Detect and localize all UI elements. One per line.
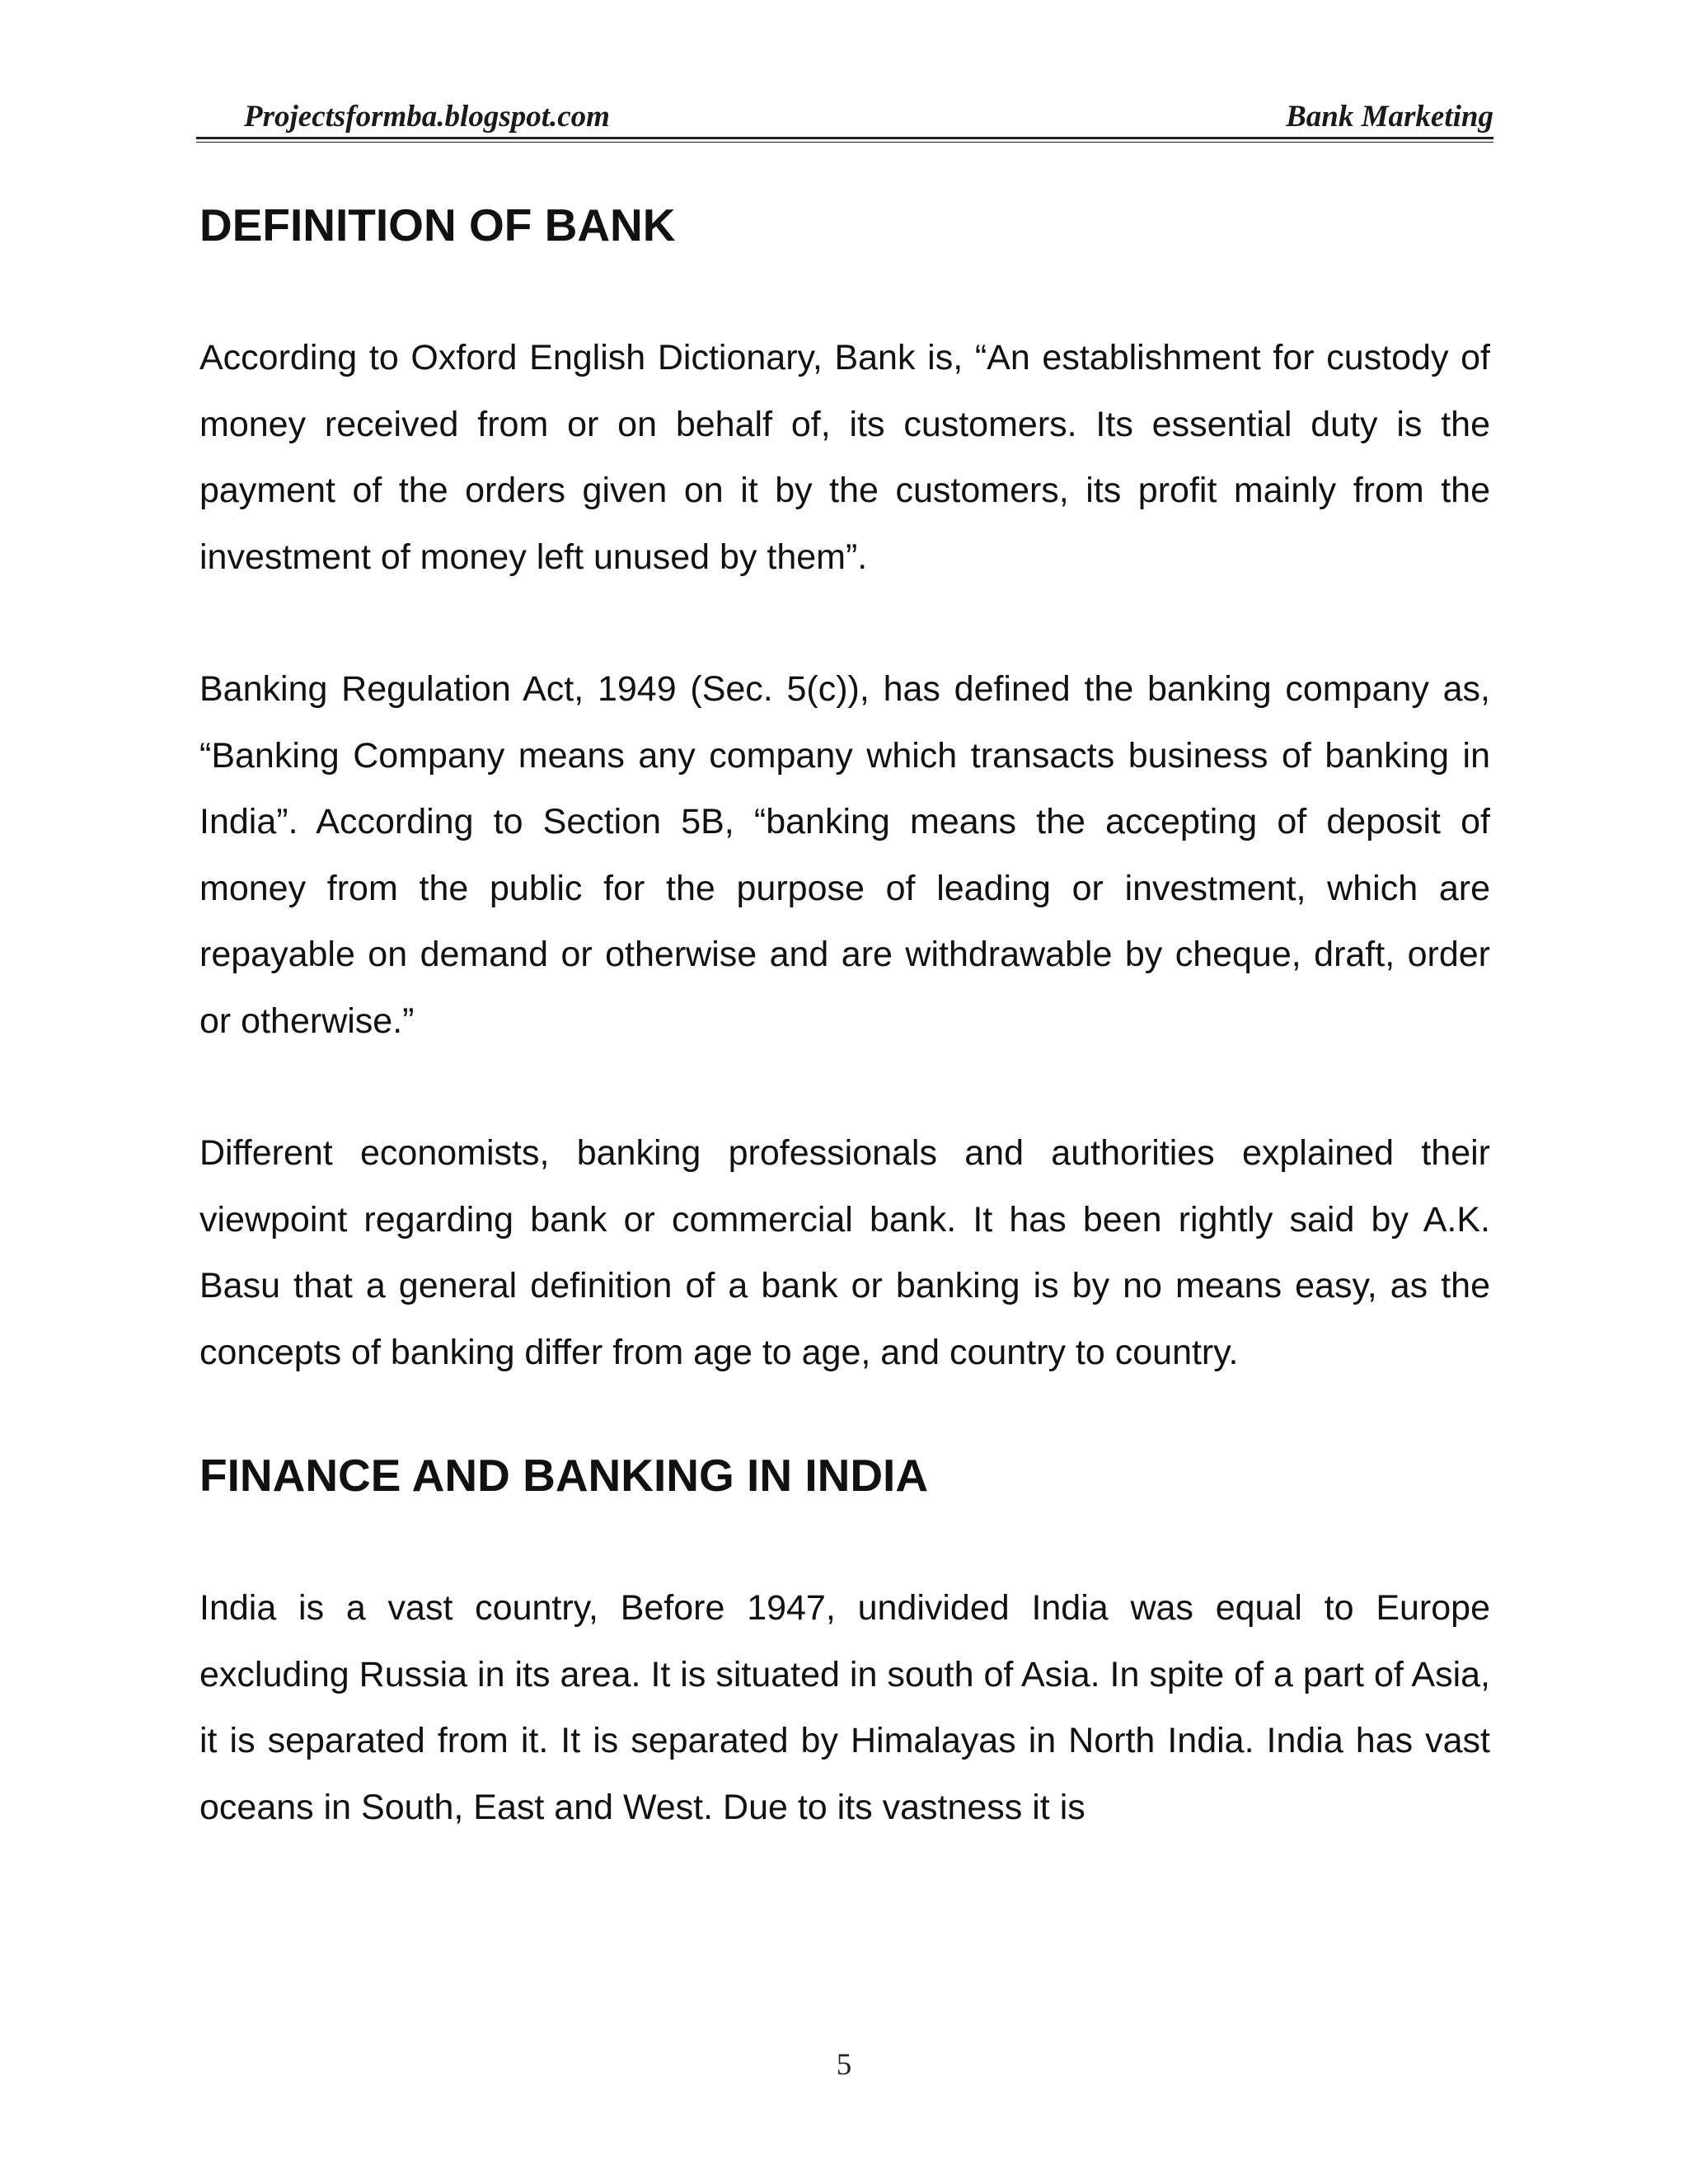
paragraph-economists-viewpoint: Different economists, banking professionals and authorities explained their viewpoint regarding bank or commercial bank. It has been rightly said by A.K. Basu that a general definition of a bank or banking is by no means easy, as the concepts of banking differ from age to age, and country to country.	[199, 1133, 1490, 1372]
section-heading-definition-of-bank: DEFINITION OF BANK	[199, 199, 676, 251]
header-document-title: Bank Marketing	[1286, 100, 1493, 134]
header-site-name: Projectsformba.blogspot.com	[244, 100, 610, 134]
paragraph-oxford-definition: According to Oxford English Dictionary, Bank is, “An establishment for custody of money received from or on behalf of, its customers. Its essential duty is the payment of the orders given on it by the customers, its profit mainly from the investment of money left unused by them”.	[199, 338, 1490, 577]
header-rule-thin	[196, 142, 1493, 143]
page-number: 5	[836, 2048, 852, 2082]
paragraph-banking-regulation-act: Banking Regulation Act, 1949 (Sec. 5(c)), has defined the banking company as, “Banking Company means any company which transacts business of banking in India”. According to Section 5B, “banking means the accepting of deposit of money from the public for the purpose of leading or investment, which are repayable on demand or otherwise and are withdrawable by cheque, draft, order or otherwise.”	[199, 669, 1490, 1041]
running-header	[196, 97, 1493, 140]
paragraph-india-vast-country: India is a vast country, Before 1947, undivided India was equal to Europe excluding Russia in its area. It is situated in south of Asia. In spite of a part of Asia, it is separated from it. It is separated by Himalayas in North India. India has vast oceans in South, East and West. Due to its vastness it is	[199, 1588, 1490, 1827]
section-heading-finance-and-banking-in-india: FINANCE AND BANKING IN INDIA	[199, 1450, 929, 1501]
header-rule	[196, 137, 1493, 139]
page-body	[199, 194, 1490, 1840]
